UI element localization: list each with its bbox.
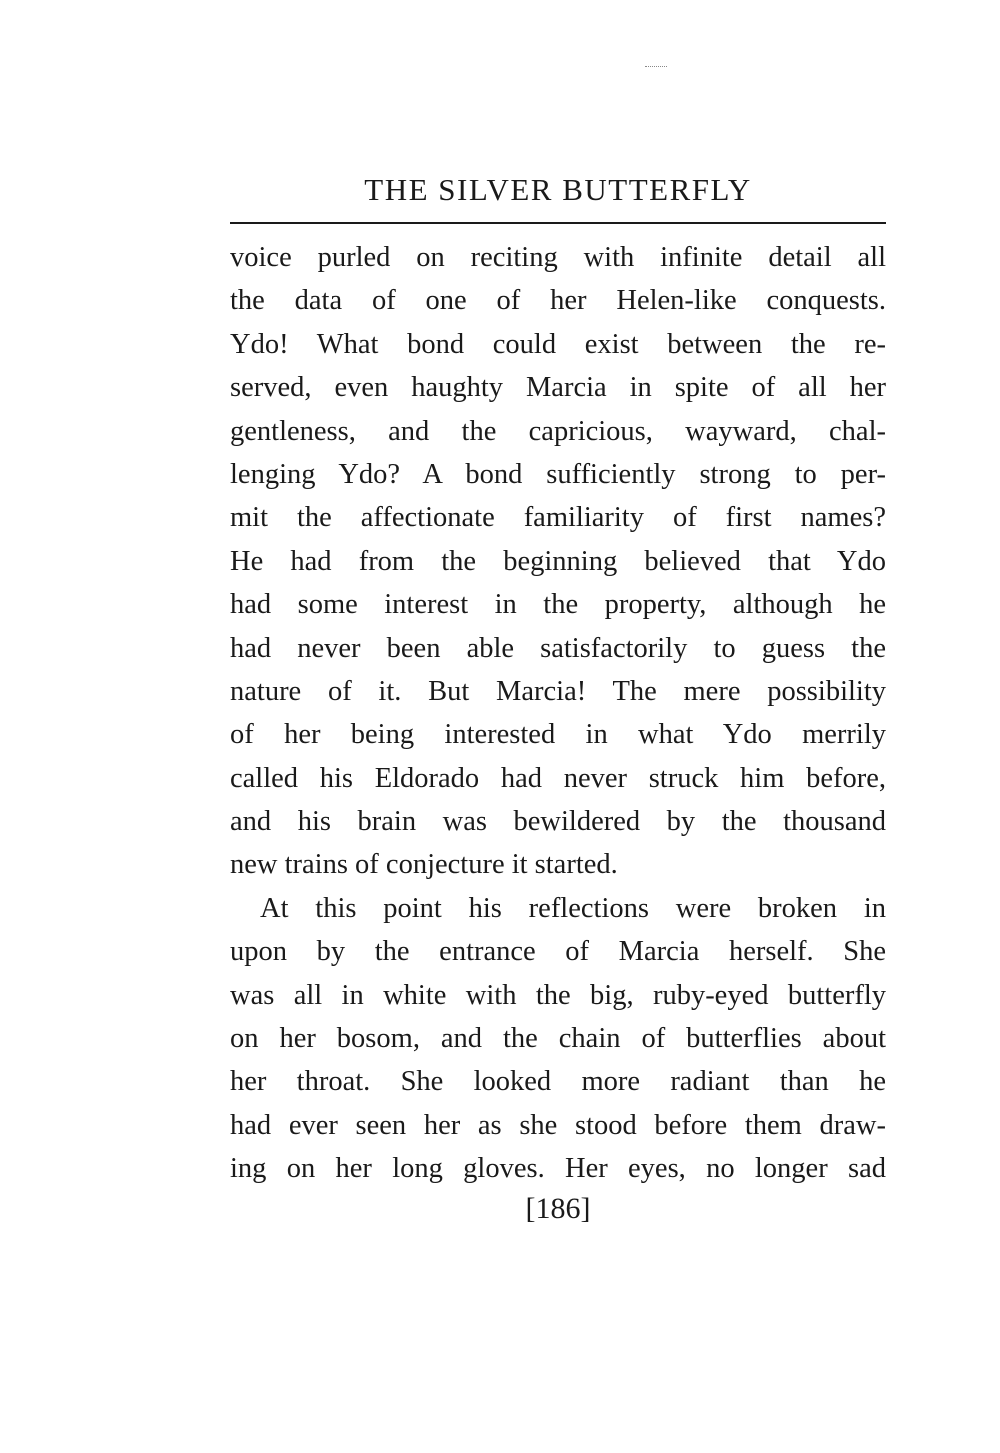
text-line: lenging Ydo? A bond sufficiently strong to per- bbox=[230, 458, 886, 490]
body-text bbox=[230, 236, 886, 1191]
text-line: ing on her long gloves. Her eyes, no longer sad bbox=[230, 1153, 886, 1185]
text-line-paragraph-end: new trains of conjecture it started. bbox=[230, 849, 618, 881]
text-line: voice purled on reciting with infinite detail all bbox=[230, 242, 886, 273]
text-line: of her being interested in what Ydo merrily bbox=[230, 719, 886, 751]
text-line: upon by the entrance of Marcia herself. She bbox=[230, 936, 886, 968]
text-line: gentleness, and the capricious, wayward, chal- bbox=[230, 415, 886, 447]
print-speck bbox=[645, 66, 667, 69]
page-number: [186] bbox=[525, 1192, 591, 1225]
text-line: and his brain was bewildered by the thousand bbox=[230, 806, 886, 838]
text-line: on her bosom, and the chain of butterflies about bbox=[230, 1023, 886, 1055]
text-line-paragraph-start: At this point his reflections were broken in bbox=[260, 892, 886, 924]
text-line: Ydo! What bond could exist between the re- bbox=[230, 328, 886, 360]
text-line: nature of it. But Marcia! The mere possibility bbox=[230, 675, 886, 707]
text-line: served, even haughty Marcia in spite of all her bbox=[230, 372, 886, 404]
text-line: had some interest in the property, although he bbox=[230, 589, 886, 621]
header-rule bbox=[230, 222, 886, 224]
text-line: was all in white with the big, ruby-eyed butterfly bbox=[230, 979, 886, 1011]
text-line: had never been able satisfactorily to guess the bbox=[230, 632, 886, 664]
text-line: called his Eldorado had never struck him before, bbox=[230, 762, 886, 794]
text-line: He had from the beginning believed that Ydo bbox=[230, 545, 886, 577]
text-line: her throat. She looked more radiant than he bbox=[230, 1066, 886, 1098]
text-line: the data of one of her Helen-like conquests. bbox=[230, 285, 886, 317]
text-line: mit the affectionate familiarity of first names? bbox=[230, 502, 886, 534]
text-line: had ever seen her as she stood before them draw- bbox=[230, 1109, 886, 1141]
running-head: THE SILVER BUTTERFLY bbox=[364, 172, 752, 207]
